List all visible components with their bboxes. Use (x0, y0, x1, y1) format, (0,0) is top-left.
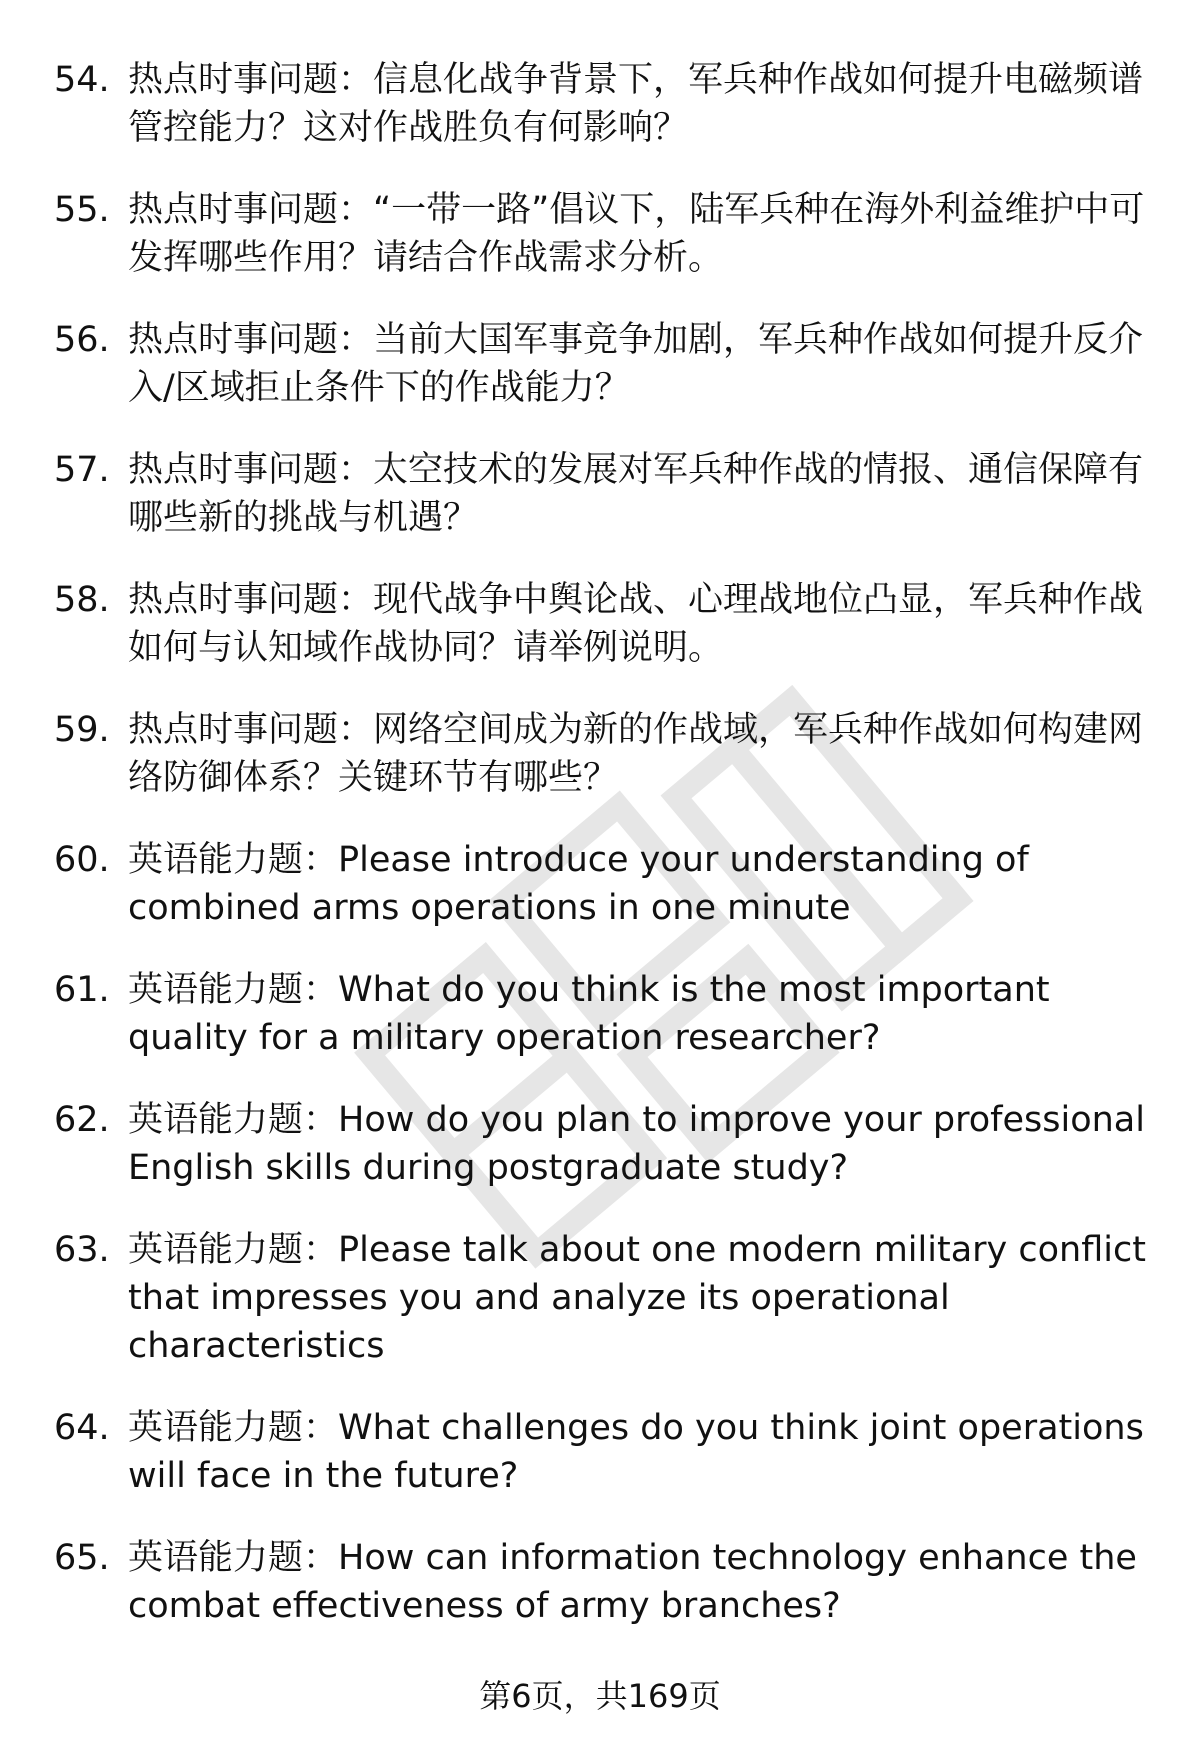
question-item (0, 706, 1200, 802)
question-text: 英语能力题：What challenges do you think joint operations will face in the future? (128, 1408, 1144, 1496)
question-number: 60. (54, 840, 110, 880)
question-item (0, 56, 1200, 152)
question-text: 热点时事问题：网络空间成为新的作战域，军兵种作战如何构建网络防御体系？关键环节有哪些？ (128, 710, 1144, 798)
question-item (0, 1404, 1200, 1500)
question-item (0, 836, 1200, 932)
question-text: 英语能力题：Please talk about one modern military conflict that impresses you and analyze its operational characteristics (128, 1230, 1146, 1366)
question-number: 56. (54, 320, 110, 360)
question-item (0, 576, 1200, 672)
question-text: 英语能力题：How can information technology enhance the combat effectiveness of army branches? (128, 1538, 1137, 1626)
question-item (0, 966, 1200, 1062)
question-number: 54. (54, 60, 110, 100)
question-text: 热点时事问题：现代战争中舆论战、心理战地位凸显，军兵种作战如何与认知域作战协同？请举例说明。 (128, 580, 1144, 668)
question-number: 57. (54, 450, 110, 490)
question-number: 62. (54, 1100, 110, 1140)
question-number: 59. (54, 710, 110, 750)
question-text: 热点时事问题：“一带一路”倡议下，陆军兵种在海外利益维护中可发挥哪些作用？请结合作战需求分析。 (128, 190, 1145, 278)
question-list (0, 56, 1200, 1664)
question-number: 63. (54, 1230, 110, 1270)
question-text: 英语能力题：What do you think is the most important quality for a military operation researcher? (128, 970, 1050, 1058)
question-item (0, 446, 1200, 542)
question-item (0, 316, 1200, 412)
question-text: 热点时事问题：当前大国军事竞争加剧，军兵种作战如何提升反介入/区域拒止条件下的作战能力？ (128, 320, 1144, 408)
question-item (0, 1534, 1200, 1630)
page-footer: 第6页，共169页 (479, 1677, 721, 1715)
question-number: 58. (54, 580, 110, 620)
question-item (0, 1096, 1200, 1192)
question-item (0, 186, 1200, 282)
question-number: 61. (54, 970, 110, 1010)
question-number: 64. (54, 1408, 110, 1448)
question-number: 55. (54, 190, 110, 230)
question-number: 65. (54, 1538, 110, 1578)
question-text: 热点时事问题：信息化战争背景下，军兵种作战如何提升电磁频谱管控能力？这对作战胜负有何影响？ (128, 60, 1144, 148)
question-text: 热点时事问题：太空技术的发展对军兵种作战的情报、通信保障有哪些新的挑战与机遇？ (128, 450, 1144, 538)
question-text: 英语能力题：How do you plan to improve your professional English skills during postgraduate study? (128, 1100, 1145, 1188)
question-text: 英语能力题：Please introduce your understanding of combined arms operations in one minute (128, 840, 1029, 928)
question-item (0, 1226, 1200, 1370)
